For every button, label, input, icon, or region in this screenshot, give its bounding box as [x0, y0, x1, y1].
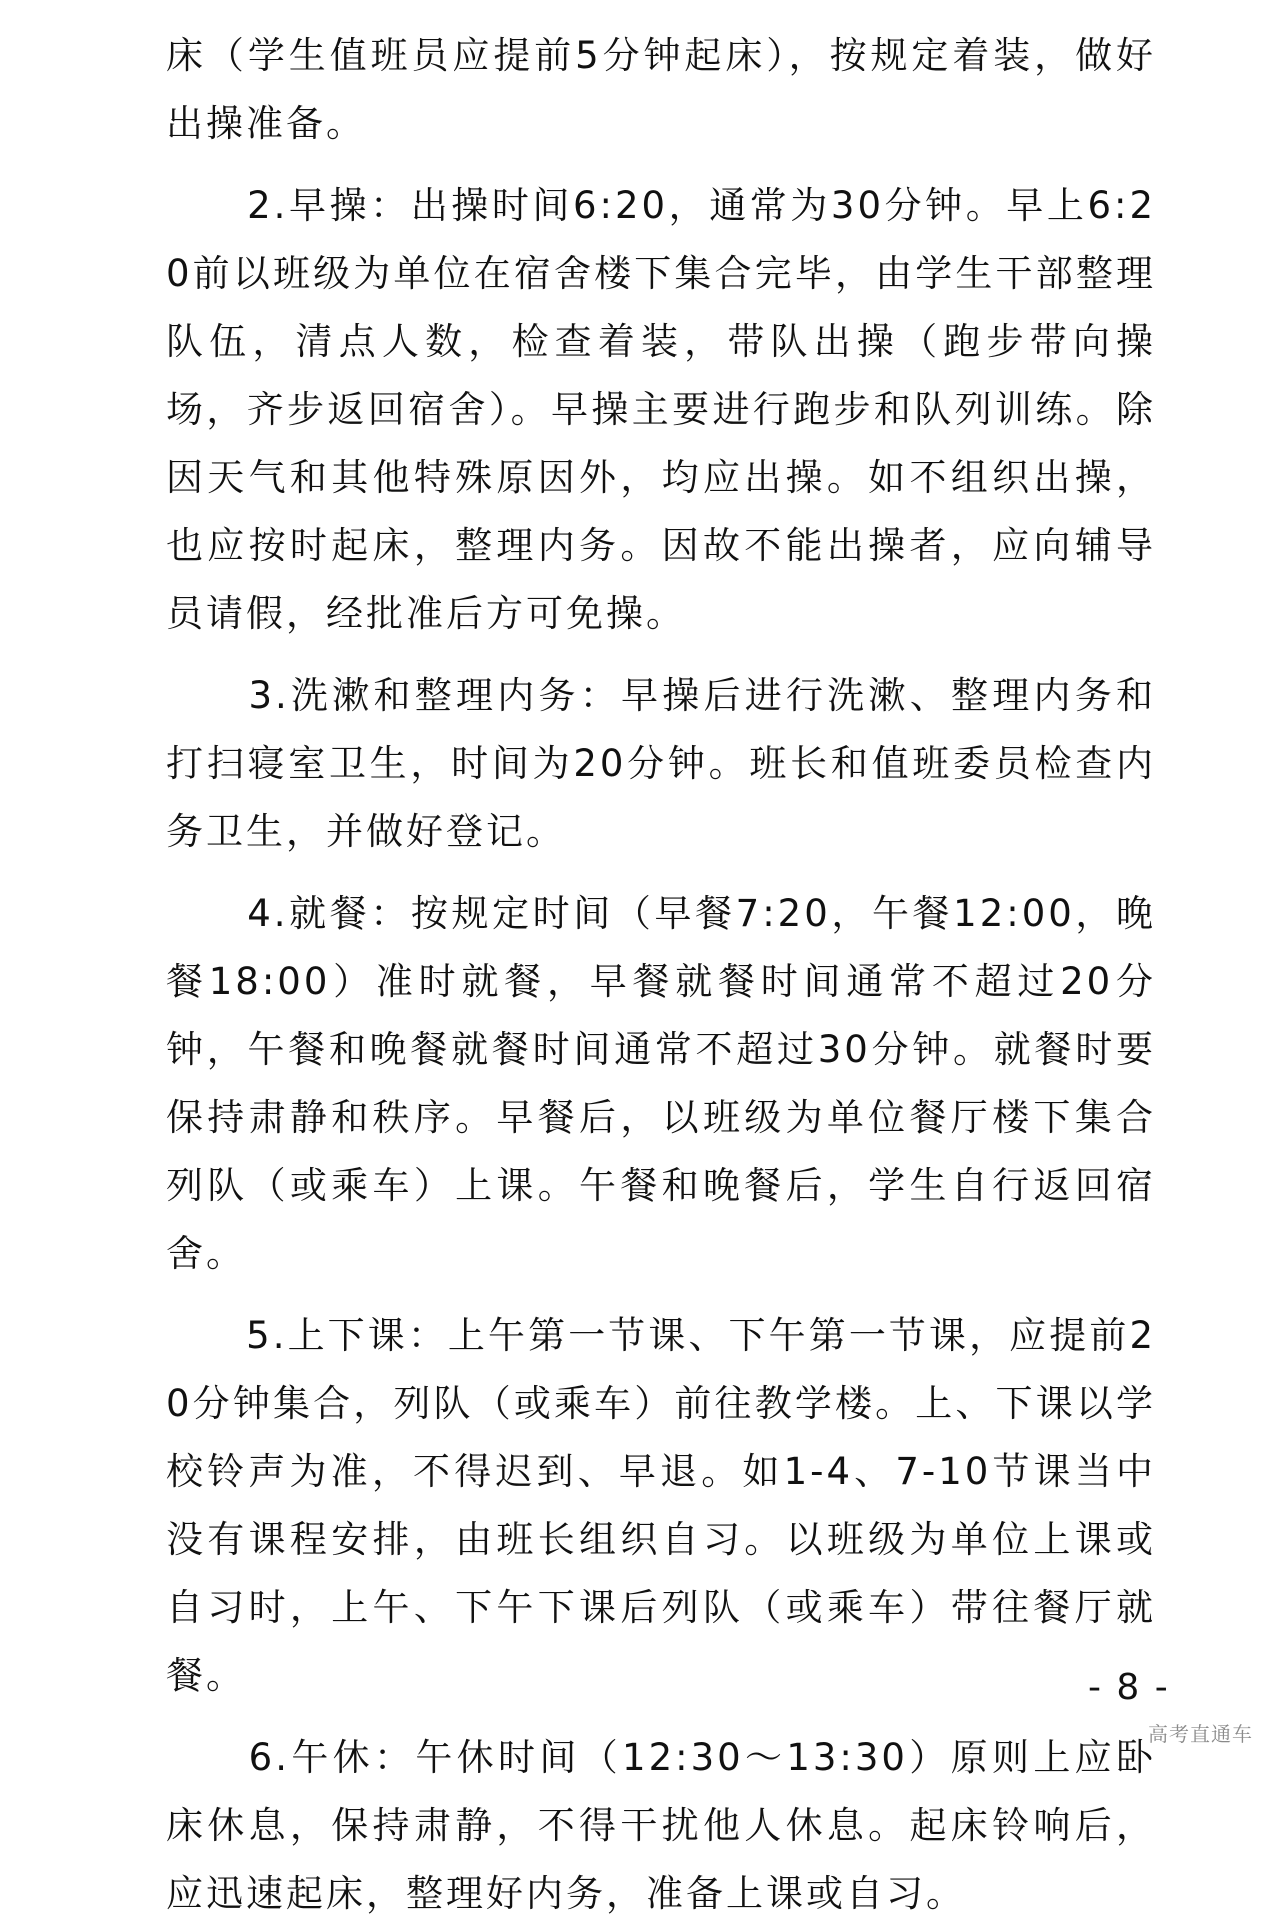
watermark-text: 高考直通车 — [1148, 1722, 1253, 1746]
document-body — [166, 22, 1156, 1928]
paragraph-washing-housekeeping: 3.洗漱和整理内务：早操后进行洗漱、整理内务和打扫寝室卫生，时间为20分钟。班长和值班委员检查内务卫生，并做好登记。 — [166, 674, 1156, 853]
paragraph-classes: 5.上下课：上午第一节课、下午第一节课，应提前20分钟集合，列队（或乘车）前往教学楼。上、下课以学校铃声为准，不得迟到、早退。如1-4、7-10节课当中没有课程安排，由班长组织自习。以班级为单位上课或自习时，上午、下午下课后列队（或乘车）带往餐厅就餐。 — [166, 1314, 1156, 1697]
paragraph-noon-rest: 6.午休：午休时间（12:30～13:30）原则上应卧床休息，保持肃静，不得干扰他人休息。起床铃响后，应迅速起床，整理好内务，准备上课或自习。 — [166, 1736, 1156, 1915]
paragraph-continuation: 床（学生值班员应提前5分钟起床），按规定着装，做好出操准备。 — [166, 34, 1156, 145]
paragraph-dining: 4.就餐：按规定时间（早餐7:20，午餐12:00，晚餐18:00）准时就餐，早餐就餐时间通常不超过20分钟，午餐和晚餐就餐时间通常不超过30分钟。就餐时要保持肃静和秩序。早餐后，以班级为单位餐厅楼下集合列队（或乘车）上课。午餐和晚餐后，学生自行返回宿舍。 — [166, 892, 1156, 1275]
paragraph-morning-exercise: 2.早操：出操时间6:20，通常为30分钟。早上6:20前以班级为单位在宿舍楼下集合完毕，由学生干部整理队伍，清点人数，检查着装，带队出操（跑步带向操场，齐步返回宿舍）。早操主要进行跑步和队列训练。除因天气和其他特殊原因外，均应出操。如不组织出操，也应按时起床，整理内务。因故不能出操者，应向辅导员请假，经批准后方可免操。 — [166, 184, 1156, 635]
page-number: - 8 - — [1088, 1667, 1170, 1708]
